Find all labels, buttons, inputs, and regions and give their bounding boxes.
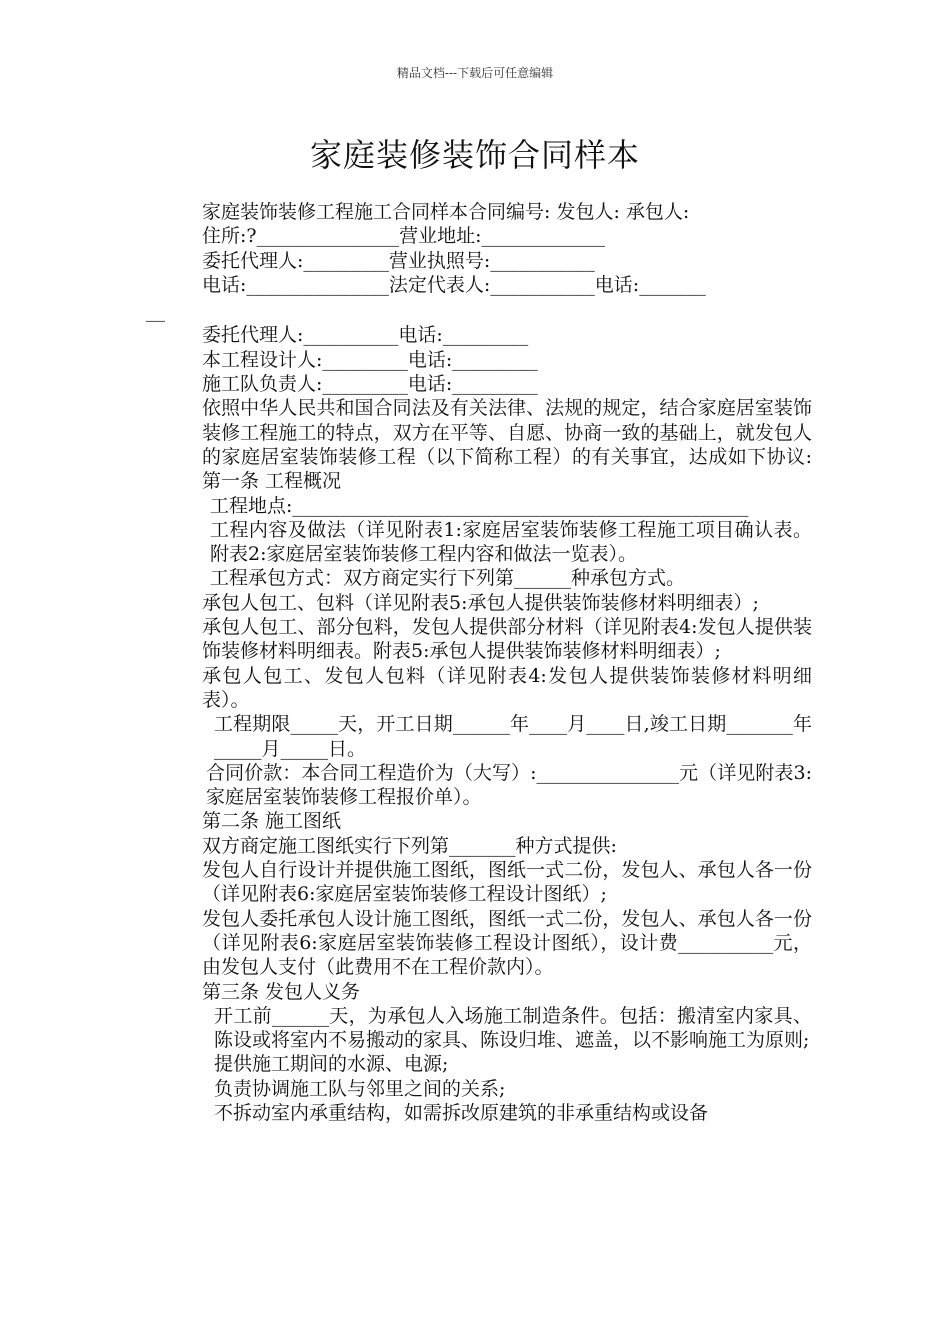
paragraph: 不拆动室内承重结构，如需拆改原建筑的非承重结构或设备 [214,1101,709,1124]
document-title: 家庭装修装饰合同样本 [309,136,640,174]
party-line: 本工程设计人:_________电话:_________ [202,348,538,371]
party-line: 电话:_______________法定代表人:___________电话:_______ [202,273,706,296]
paragraph: 负责协调施工队与邻里之间的关系; [214,1077,506,1100]
party-line: 家庭装饰装修工程施工合同样本合同编号: 发包人: 承包人: [202,201,690,223]
paragraph: 承包人包工、发包人包料（详见附表4:发包人提供装饰装修材料明细表）。 [202,664,812,711]
paragraph: 承包人包工、包料（详见附表5:承包人提供装饰装修材料明细表）; [202,591,759,614]
paragraph: 开工前______天，为承包人入场施工制造条件。包括：搬清室内家具、陈设或将室内不易搬动的家具、陈设归堆、遮盖，以不影响施工为原则; [214,1004,812,1052]
party-line: 住所:?_______________营业地址:_____________ [202,225,605,248]
party-line: 委托代理人:_________营业执照号:___________ [202,249,595,272]
paragraph: 发包人委托承包人设计施工图纸，图纸一式二份，发包人、承包人各一份（详见附表6:家庭居室装饰装修工程设计图纸），设计费__________元，由发包人支付（此费用不在工程价款内）。 [202,907,812,979]
paragraph: 工程承包方式：双方商定实行下列第______种承包方式。 [210,567,686,590]
paragraph: 双方商定施工图纸实行下列第_______种方式提供: [202,834,617,857]
section-heading: 第三条 发包人义务 [202,980,361,1003]
paragraph: 依照中华人民共和国合同法及有关法律、法规的规定，结合家庭居室装饰装修工程施工的特点，双方在平等、自愿、协商一致的基础上，就发包人的家庭居室装饰装修工程（以下简称工程）的有关事宜，达成如下协议: 第一条 工程概况 [202,397,812,493]
header-watermark: 精品文档---下载后可任意编辑 [396,66,554,80]
paragraph: 提供施工期间的水源、电源; [214,1053,449,1076]
paragraph: 工程期限_____天，开工日期______年____月____日,竣工日期_______年_____月_____日。 [214,713,812,760]
paragraph: 工程内容及做法（详见附表1:家庭居室装饰装修工程施工项目确认表。附表2:家庭居室装饰装修工程内容和做法一览表）。 [210,518,812,566]
party-line: 委托代理人:__________电话:_________ [202,324,529,347]
document-body [146,200,812,1125]
party-line-overflow: __ [146,300,165,323]
paragraph: 承包人包工、部分包料，发包人提供部分材料（详见附表4:发包人提供装饰装修材料明细表。附表5:承包人提供装饰装修材料明细表）; [202,616,812,663]
paragraph: 发包人自行设计并提供施工图纸，图纸一式二份，发包人、承包人各一份（详见附表6:家庭居室装饰装修工程设计图纸）; [202,859,812,906]
section-heading: 第二条 施工图纸 [202,810,342,833]
paragraph: 合同价款：本合同工程造价为（大写）:_______________元（详见附表3:家庭居室装饰装修工程报价单）。 [206,761,812,809]
party-line: 施工队负责人:_________电话:_________ [202,373,538,396]
paragraph: 工程地点:________________________________________________ [210,494,749,517]
